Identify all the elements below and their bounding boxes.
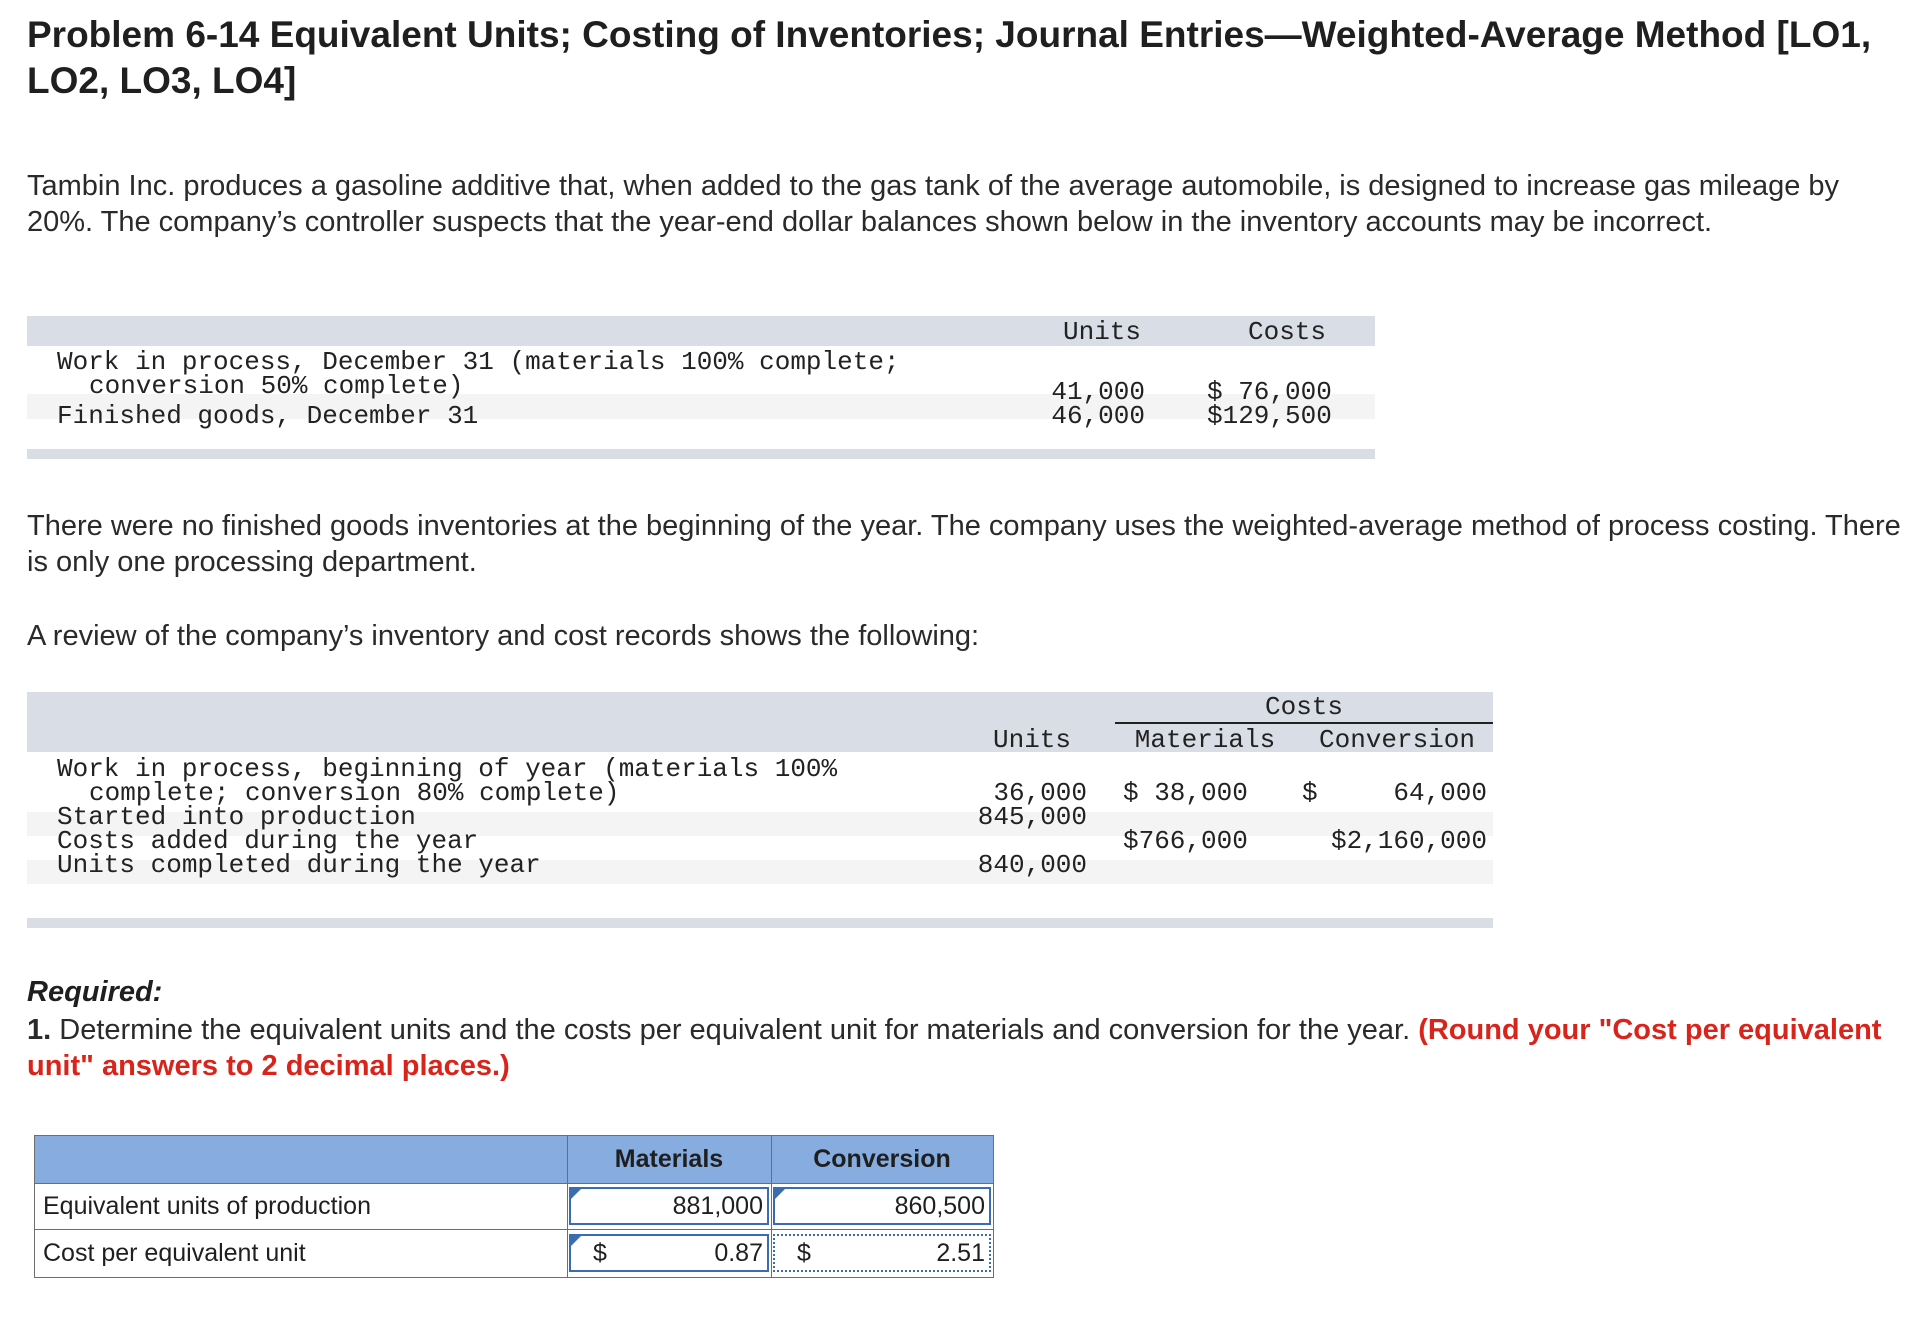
label-equivalent-units: Equivalent units of production [43,1192,371,1220]
units-value: 845,000 [977,802,1087,832]
costs-underline [1115,722,1493,724]
materials-value: $ 38,000 [1123,778,1248,808]
row-label: Work in process, beginning of year (materials 100% [57,754,838,784]
table-header-band [27,316,1375,346]
question-number: 1. [27,1014,52,1046]
row-label-continued: conversion 50% complete) [89,371,464,401]
table-footer-band [27,918,1493,928]
costs-value: $129,500 [1207,401,1332,431]
units-value: 46,000 [1051,401,1145,431]
input-value: 860,500 [894,1192,985,1220]
costs-value: $ 76,000 [1207,377,1332,407]
row-label: Work in process, December 31 (materials 100% complete; [57,347,900,377]
answer-header-materials: Materials [614,1145,724,1173]
row-label: Finished goods, December 31 [57,401,479,431]
row-label-continued: complete; conversion 80% complete) [89,778,620,808]
answer-table [34,1135,994,1278]
question-1 [27,1012,1887,1084]
equivalent-units-conversion-input[interactable] [773,1187,991,1225]
column-header-units: Units [992,725,1071,755]
conversion-currency: $ [1302,778,1318,808]
input-value: 2.51 [936,1239,985,1267]
column-group-costs: Costs [1264,692,1343,722]
input-value: 0.87 [714,1239,763,1267]
label-cost-per-unit: Cost per equivalent unit [43,1239,306,1267]
table-footer-band [27,449,1375,459]
paragraph-method: There were no finished goods inventories at the beginning of the year. The company uses the weighted-average method of process costing. There is only one processing department. [27,510,1901,578]
answer-header-conversion: Conversion [813,1145,951,1173]
problem-title: Problem 6-14 Equivalent Units; Costing of Inventories; Journal Entries—Weighted-Average Method [LO1, LO2, LO3, LO4] [27,14,1872,101]
conversion-value: $2,160,000 [1330,826,1487,856]
intro-paragraph: Tambin Inc. produces a gasoline additive that, when added to the gas tank of the average automobile, is designed to increase gas mileage by 20%. The company’s controller suspects that the year-end dollar balances shown below in the inventory accounts may be incorrect. [27,170,1840,238]
currency-symbol: $ [593,1239,607,1267]
row-label: Started into production [57,802,416,832]
column-header-conversion: Conversion [1318,725,1476,755]
cost-per-unit-conversion-input[interactable] [773,1234,991,1272]
units-value: 36,000 [993,778,1087,808]
input-marker-icon [571,1189,581,1199]
materials-value: $766,000 [1123,826,1248,856]
units-value: 41,000 [1051,377,1145,407]
conversion-value: 64,000 [1393,778,1487,808]
column-header-materials: Materials [1134,725,1276,755]
input-value: 881,000 [672,1192,763,1220]
equivalent-units-materials-input[interactable] [569,1187,769,1225]
row-label: Units completed during the year [57,850,541,880]
required-heading: Required: [27,976,163,1008]
cost-per-unit-materials-input[interactable] [569,1234,769,1272]
column-header-costs: Costs [1247,317,1326,347]
input-marker-icon [775,1189,785,1199]
row-label: Costs added during the year [57,826,479,856]
currency-symbol: $ [797,1239,811,1267]
units-value: 840,000 [977,850,1087,880]
paragraph-review: A review of the company’s inventory and cost records shows the following: [27,620,980,652]
rounding-instruction: (Round your "Cost per equivalent unit" answers to 2 decimal places.) [27,1014,1882,1082]
question-text: Determine the equivalent units and the costs per equivalent unit for materials and conversion for the year. [51,1014,1419,1046]
column-header-units: Units [1062,317,1141,347]
input-marker-icon [571,1236,581,1246]
